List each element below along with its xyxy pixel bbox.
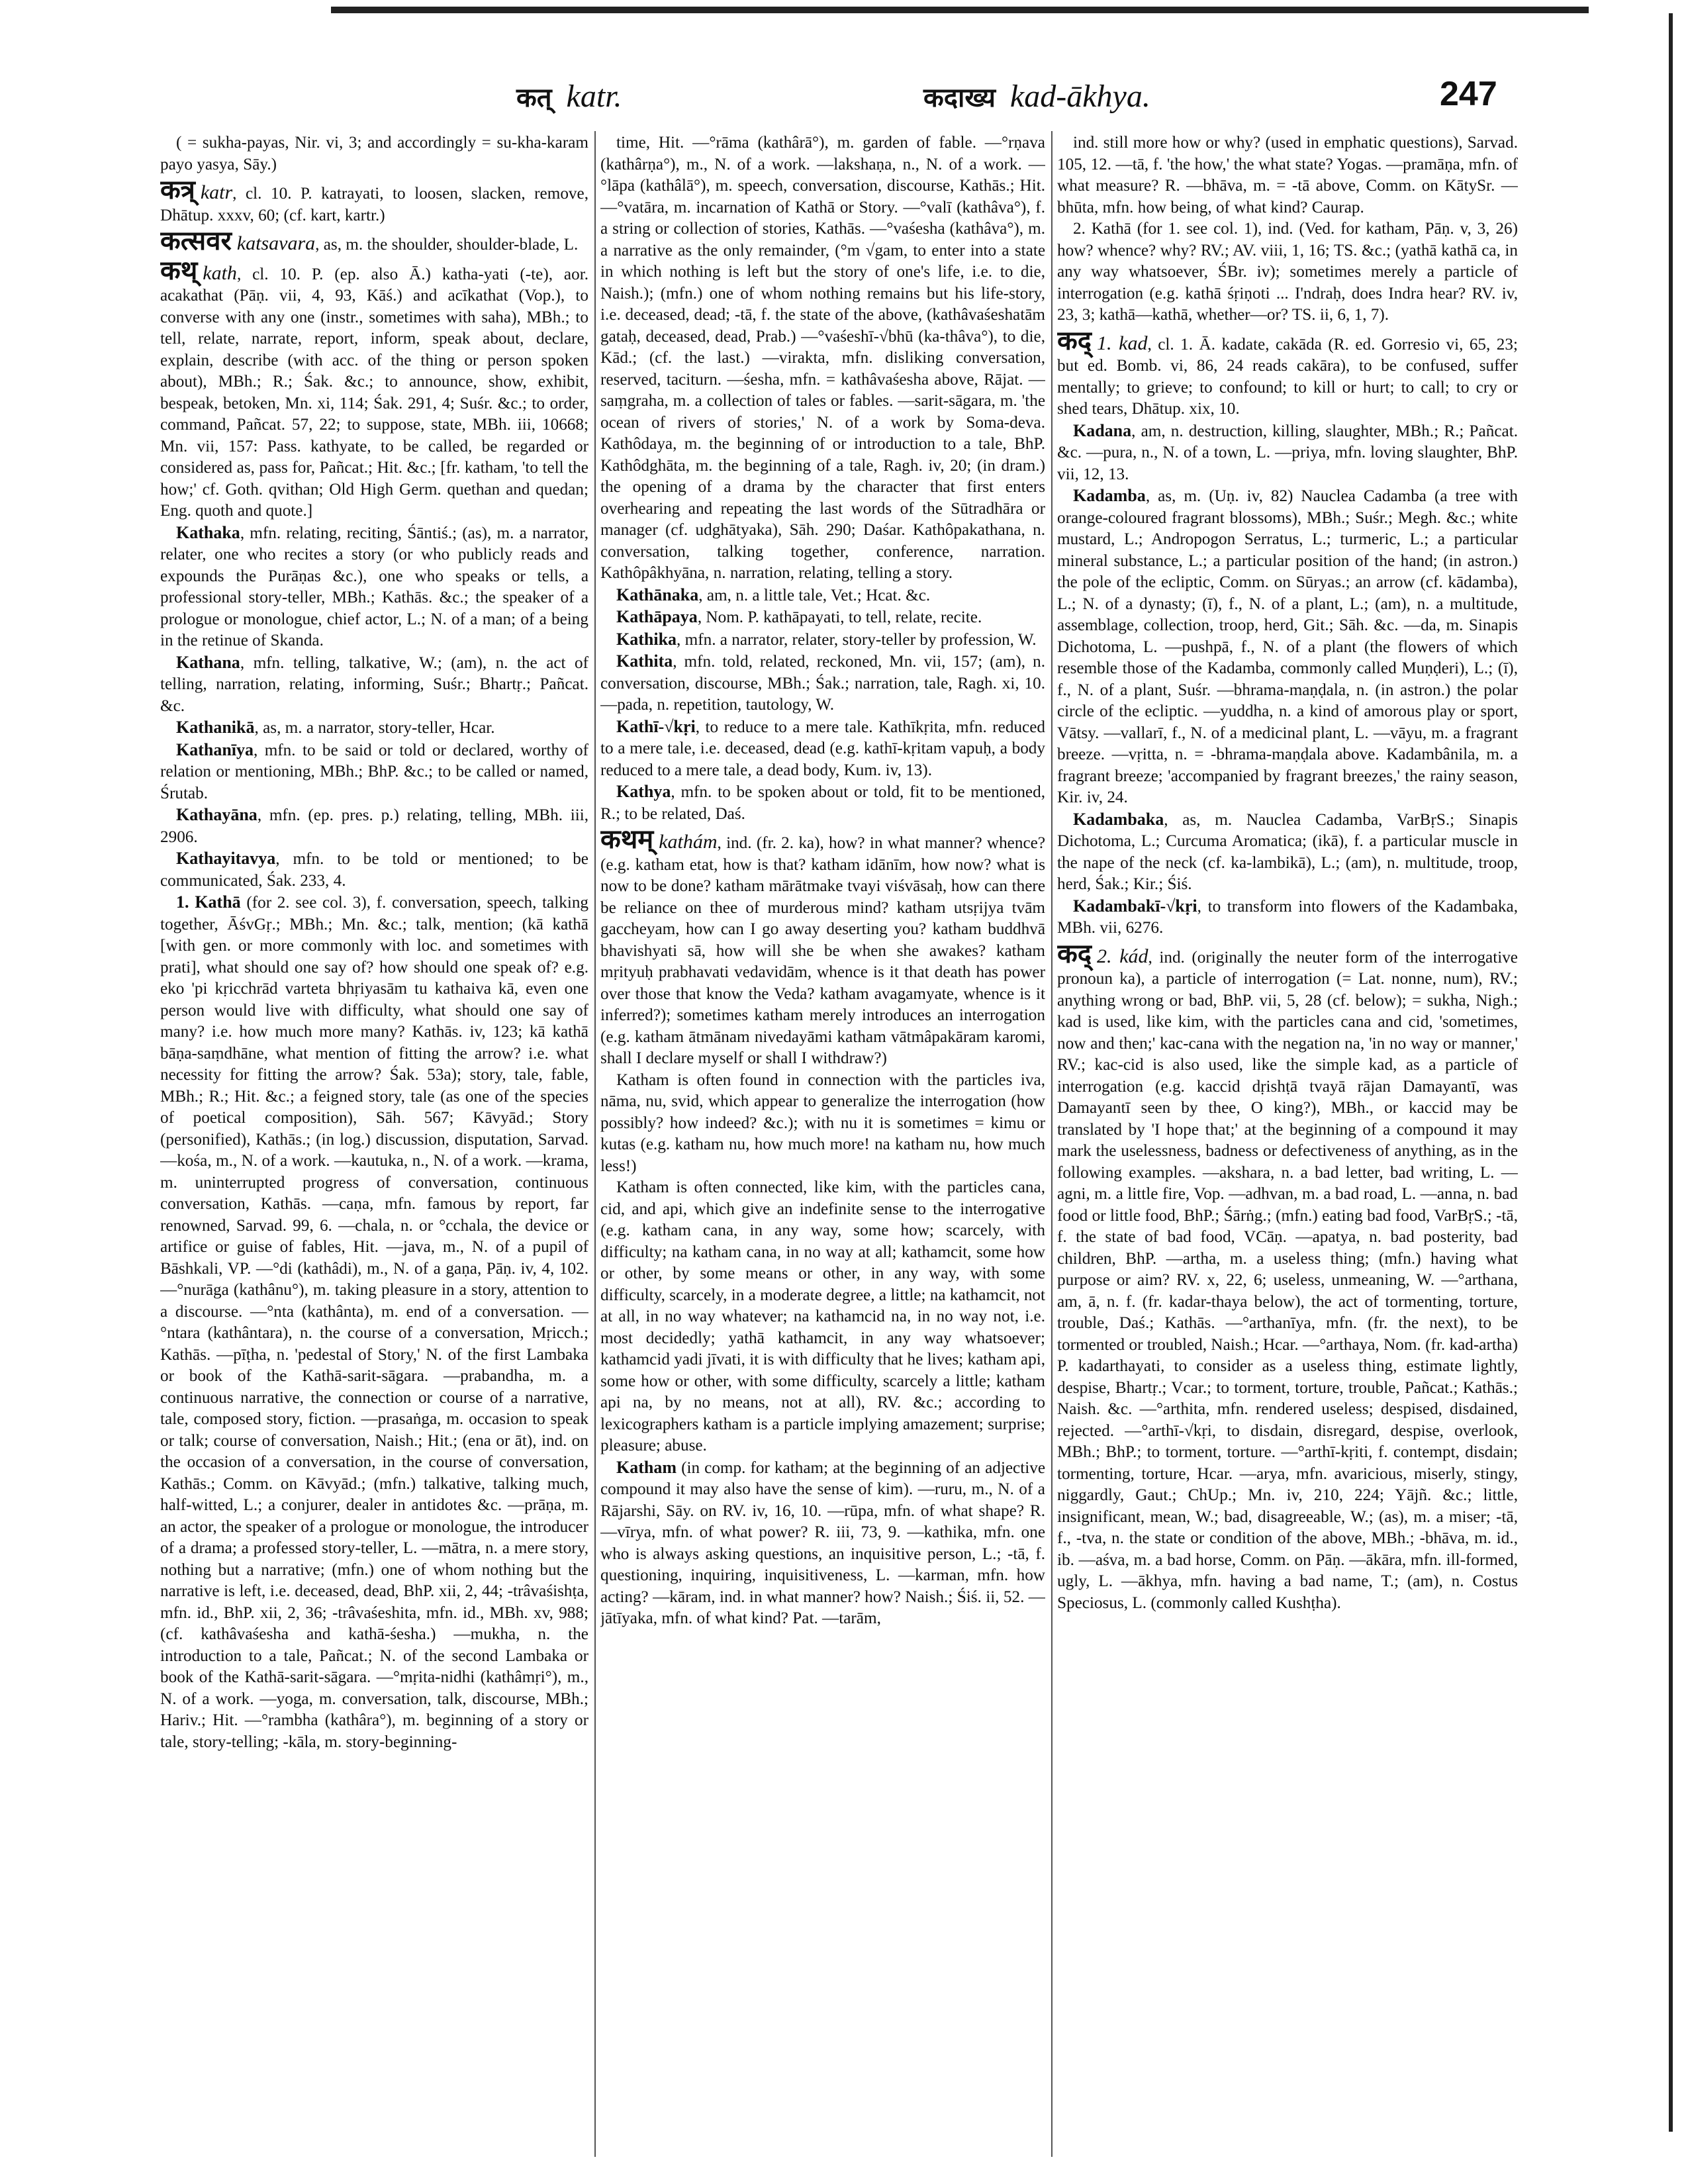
sub-entry (160, 717, 588, 739)
main-entry (160, 175, 588, 226)
entry-text: , am, n. a little tale, Vet.; Hcat. &c. (698, 586, 931, 604)
devanagari-headword: कत्सवर (160, 226, 232, 256)
entry-text: , to transform into flowers of the Kadambaka, MBh. vii, 6276. (1057, 897, 1518, 937)
entry-text: , mfn. (ep. pres. p.) relating, telling, MBh. iii, 2906. (160, 806, 588, 846)
entry-text: , am, n. destruction, killing, slaughter, MBh.; R.; Pañcat. &c. —pura, n., N. of a town, L. —priya, mfn. loving slaughter, BhP. vii, 12, 13. (1057, 422, 1518, 483)
entry-continuation (160, 132, 588, 175)
entry-text: Katham is often connected, like kim, with the particles cana, cid, and api, which give an indefinite sense to the interrogative (e.g. katham cana, in any way, some how; scarcely, with difficulty; na katham cana, in no way at all; kathamcit, some how or other, by some means or other, in any way, with some difficulty, scarcely, in a moderate degree, a little; na kathamcit, not at all, in no way whatever; na kathamcid na, in no way not, i.e. most decidedly; yathā kathamcit, in any way whatsoever; kathamcid yadi jīvati, it is with difficulty that he lives; katham api, some how or other, with some difficulty, scarcely a little; katham api na, by no means, not at all), RV. &c.; according to lexicographers katham is a particle implying amazement; surprise; pleasure; abuse. (600, 1178, 1045, 1454)
headword: Kathika (616, 629, 677, 649)
entry-text: , mfn. relating, reciting, Śāntiś.; (as), m. a narrator, relater, one who recites a story (or who publicly reads and expounds the Purāṇas &c.), one who speaks or tells, a professional story-teller, MBh.; Kathās. &c.; the speaker of a prologue or monologue, chief actor, L.; N. of a man; of a being in the retinue of Skanda. (160, 524, 588, 649)
entry-text: , as, m. the shoulder, shoulder-blade, L. (315, 236, 579, 254)
headword: Kathanikā (176, 718, 255, 737)
sub-entry (600, 629, 1045, 651)
entry-text: , as, m. (Uṇ. iv, 82) Nauclea Cadamba (a tree with orange-coloured fragrant blossoms), MBh.; Suśr.; Megh. &c.; white mustard, L.; Andropogon Serratus, L.; turmeric, L.; a particular mineral substance, L.; a particular position of the hand; (in astron.) the pole of the ecliptic, Comm. on Sūryas.; an arrow (cf. kādamba), L.; N. of a dynasty; (ī), f., N. of a plant, L.; (am), n. a multitude, assemblage, collection, troop, herd, Git.; Sāh. &c. —da, m. Sinapis Dichotoma, L. —pushpā, f., N. of a plant (the flowers of which resemble those of the Kadamba, commonly called Muṇḍeri), L.; (ī), f., N. of a plant, Suśr. —bhrama-maṇḍala, n. (in astron.) the polar circle of the ecliptic. —yuddha, n. a kind of amorous play or sport, Vātsy. —vallarī, f., N. of a medicinal plant, L. —vāyu, m. a fragrant breeze. —vṛitta, n. = -bhrama-maṇḍala above. Kadambânila, m. a fragrant breeze; 'accompanied by fragrant breezes,' the rainy season, Kir. iv, 24. (1057, 487, 1518, 806)
devanagari-headword: कत्र् (160, 175, 195, 205)
sub-entry (160, 739, 588, 805)
headword: Kathayitavya (176, 849, 276, 868)
headword: 2. kád (1096, 945, 1148, 967)
entry-text: , mfn. to be said or told or declared, worthy of relation or mentioning, MBh.; BhP. &c.; to be called or named, Śrutab. (160, 741, 588, 802)
sub-entry (160, 522, 588, 652)
entry-text: ind. still more how or why? (used in emphatic questions), Sarvad. 105, 12. —tā, f. 'the how,' the what state? Yogas. —pramāṇa, mfn. of what measure? R. —bhāva, m. = -tā above, Comm. on KātySr. —bhūta, mfn. how being, of what kind? Caurap. (1057, 134, 1518, 216)
headword: Kathana (176, 652, 240, 672)
headword: Kadana (1073, 420, 1132, 440)
main-entry (160, 226, 588, 256)
sub-entry (600, 606, 1045, 629)
entry-text: , mfn. telling, talkative, W.; (am), n. the act of telling, narration, relating, informing, Suśr.; Bhartṛ.; Pañcat. &c. (160, 653, 588, 715)
headword: 1. kad (1096, 332, 1148, 354)
devanagari-headword: कथ् (160, 255, 198, 285)
headword: katr (200, 181, 233, 203)
entry-text: (for 2. see col. 3), f. conversation, speech, talking together, ĀśvGṛ.; MBh.; Mn. &c.; talk, mention; (kā kathā [with gen. or more commonly with loc. and sometimes with prati], what should one say of? how should one speak of? e.g. eko 'pi kṛicchrād varteta bhṛiyasām tu kathaiva kā, even one person would live with difficulty, what should one say of many? i.e. how much more many? Kathās. iv, 123; kā kathā bāṇa-saṃdhāne, what mention of fitting the arrow? i.e. what necessity for fitting the arrow? Śak. 53a); story, tale, fable, MBh.; R.; Hit. &c.; a feigned story, tale (as one of the species of poetical composition), Sāh. 567; Kāvyād.; Story (personified), Kathās.; (in log.) discussion, disputation, Sarvad. —kośa, m., N. of a work. —kautuka, n., N. of a work. —krama, m. uninterrupted progress of conversation, continuous conversation, Kathās. —caṇa, mfn. famous by report, far renowned, Sarvad. 99, 6. —chala, n. or °cchala, the device or artifice or guise of fables, Hit. —java, m., N. of a pupil of Bāshkali, VP. —°di (kathâdi), m., N. of a gaṇa, Pāṇ. iv, 4, 102. —°nurāga (kathânu°), m. taking pleasure in a story, attention to a discourse. —°nta (kathânta), m. end of a conversation. —°ntara (kathântara), n. the course of a conversation, Mṛicch.; Kathās. —pīṭha, n. 'pedestal of Story,' N. of the first Lambaka or book of the Kathā-sarit-sāgara. —prabandha, m. a continuous narrative, the connection or course of a narrative, tale, composed story, fiction. —prasaṅga, m. occasion to speak or talk; course of conversation, Naish.; Hit.; (ena or āt), ind. on the occasion of a conversation, in the course of conversation, Kathās.; Comm. on Kāvyād.; (mfn.) talkative, talking much, half-witted, L.; a conjurer, dealer in antidotes &c. —prāṇa, m. an actor, the speaker of a prologue or monologue, the introducer of a drama; a professed story-teller, L. —mātra, n. a mere story, nothing but a narrative; (mfn.) one of whom nothing but the narrative is left, i.e. deceased, dead, BhP. xii, 2, 44; -trâvaśishṭa, mfn. id., BhP. xii, 2, 36; -trâvaśeshita, mfn. id., MBh. xv, 988; (cf. kathâvaśesha and kathā-śesha.) —mukha, n. the introduction to a tale, Pañcat.; N. of the second Lambaka or book of the Kathā-sarit-sāgara. —°mṛita-nidhi (kathâmṛi°), m., N. of a work. —yoga, m. conversation, talk, discourse, MBh.; Hariv.; Hit. —°rambha (kathâra°), m. beginning of a story or tale, story-telling; -kāla, m. story-beginning- (160, 894, 588, 1751)
devanagari-headword: कद् (1057, 938, 1092, 969)
sub-entry (600, 651, 1045, 716)
entry-text: , ind. (originally the neuter form of the interrogative pronoun ka), a particle of interrogation (= Lat. nonne, num), RV.; anything wrong or bad, BhP. vii, 5, 28 (cf. below); = sukha, Nigh.; kad is used, like kim, with the particles cana and cid, 'sometimes, now and then;' kac-cana with the negation na, 'in no way or manner,' RV.; kac-cid is also used, like the simple kad, as a particle of interrogation (e.g. kaccid dṛishṭā tvayā rājan Damayantī, was Damayantī seen by thee, O king?), MBh., or kaccid may be translated by 'I hope that;' at the beginning of a compound it may mark the uselessness, badness or defectiveness of anything, as in the following examples. —akshara, n. a bad letter, bad writing, L. —agni, m. a little fire, Vop. —adhvan, m. a bad road, L. —anna, n. bad food or little food, BhP.; Śārṅg.; (mfn.) eating bad food, VarBṛS.; -tā, f. the state of bad food, VCāṇ. —apatya, n. bad posterity, bad children, BhP. —artha, m. a useless thing; (mfn.) having what purpose or aim? RV. x, 22, 6; useless, unmeaning, W. —°arthana, am, ā, n. f. (fr. kadar-thaya below), the act of tormenting, torture, trouble, Daś.; Kathās. —°arthanīya, mfn. (fr. the next), to be tormented or troubled, Naish.; Hcar. —°arthaya, Nom. (fr. kad-artha) P. kadarthayati, to consider as a useless thing, estimate lightly, despise, Bhartṛ.; Vcar.; to torment, torture, trouble, Pañcat.; Kathās.; Naish. &c. —°arthita, mfn. rendered useless; despised, disdained, rejected. —°arthī-√kṛi, to disdain, disregard, despise, overlook, MBh.; BhP.; to torment, torture. —°arthī-kṛiti, f. contempt, disdain; tormenting, torture, Hcar. —arya, mfn. avaricious, miserly, stingy, niggardly, Gaut.; ChUp.; Mn. iv, 210, 224; Yājñ. &c.; little, insignificant, mean, W.; bad, disagreeable, W.; (as), m. a miser; -tā, f., -tva, n. the state or condition of the above, MBh.; -bhāva, m. id., ib. —aśva, m. a bad horse, Comm. on Pāṇ. —ākāra, mfn. ill-formed, ugly, L. —ākhya, mfn. having a bad name, T.; (am), n. Costus Speciosus, L. (commonly called Kushṭha). (1057, 948, 1518, 1612)
main-entry (600, 824, 1045, 1070)
entry-continuation (600, 1177, 1045, 1457)
sub-entry (600, 716, 1045, 782)
entry-text: , as, m. Nauclea Cadamba, VarBṛS.; Sinapis Dichotoma, L.; Curcuma Aromatica; (ikā), f. a particular muscle in the nape of the neck (cf. ka-lambikā), L.; (am), n. multitude, troop, herd, Śak.; Kir.; Śiś. (1057, 810, 1518, 893)
headword: kath (203, 261, 237, 284)
main-entry (160, 255, 588, 522)
sub-entry (160, 848, 588, 892)
headword: Kadamba (1073, 486, 1146, 505)
entry-text: 2. Kathā (for 1. see col. 1), ind. (Ved. for katham, Pāṇ. v, 3, 26) how? whence? why? RV.; AV. viii, 1, 16; TS. &c.; (yathā kathā ca, in any way whatsoever, ŚBr. iv); sometimes merely a particle of interrogation (e.g. kathā śṛiṇoti ... I'ndraḥ, does Indra hear? RV. iv, 23, 3; kathā—kathā, whether—or? TS. ii, 6, 1, 7). (1057, 220, 1518, 324)
headword: kathám (659, 831, 718, 853)
entry-text: Katham is often found in connection with the particles iva, nāma, nu, svid, which appear to generalize the interrogation (how possibly? how indeed? &c.); with nu it is sometimes = kimu or kutas (e.g. katham nu, how much more! na katham nu, how much less!) (600, 1070, 1045, 1175)
entry-text: (in comp. for katham; at the beginning of an adjective compound it may also have the sense of kim). —ruru, m., N. of a Rājarshi, Sāy. on RV. iv, 16, 10. —rūpa, mfn. of what shape? R. —vīrya, mfn. of what power? R. iii, 73, 9. —kathika, mfn. one who is always asking questions, an inquisitive person, L.; -tā, f. questioning, inquiring, inquisitiveness, L. —karman, mfn. how acting? —kāram, ind. in what manner? how? Naish.; Śiś. ii, 52. —jātīyaka, mfn. of what kind? Pat. —tarām, (600, 1458, 1045, 1627)
entry-text: , Nom. P. kathāpayati, to tell, relate, recite. (697, 608, 982, 626)
header-left-transliteration: katr. (566, 79, 622, 114)
sub-entry (600, 781, 1045, 825)
entry-continuation (1057, 132, 1518, 218)
entry-text: , mfn. told, related, reckoned, Mn. vii, 157; (am), n. conversation, discourse, MBh.; Śak.; narration, tale, Ragh. xi, 10. —pada, n. repetition, tautology, W. (600, 653, 1045, 714)
entry-continuation (600, 1070, 1045, 1178)
headword: Kathanīya (176, 739, 254, 759)
devanagari-headword: कद् (1057, 325, 1092, 356)
headword: Kathya (616, 782, 671, 801)
sub-entry (1057, 420, 1518, 486)
headword: Kathaka (176, 522, 240, 542)
entry-text: , mfn. to be spoken about or told, fit to be mentioned, R.; to be related, Daś. (600, 783, 1045, 823)
header-left-guide-word (516, 78, 622, 115)
sub-entry (160, 804, 588, 848)
headword: 1. Kathā (176, 892, 241, 912)
entry-text: , ind. (fr. 2. ka), how? in what manner? whence? (e.g. katham etat, how is that? katham idānīm, how now? what is now to be done? katham mārātmake tvayi viśvāsaḥ, how can there be reliance on thee of murderous mind? katham utsṛijya tvām gaccheyam, how can I go away deserting you? katham buddhvā bhavishyati sā, how will she be when she awakes? katham mṛityuḥ prabhavati vedavidām, whence is it that death has power over those that know the Veda? katham avagamyate, whence is it inferred?); sometimes katham merely introduces an interrogation (e.g. katham ātmānam nivedayāmi katham vātmâpakāram karomi, shall I declare myself or shall I withdraw?) (600, 834, 1045, 1067)
entry-text: time, Hit. —°rāma (kathârā°), m. garden of fable. —°rṇava (kathârṇa°), m., N. of a work. —lakshaṇa, n., N. of a work. —°lāpa (kathâlā°), m. speech, conversation, discourse, Kathās.; Hit. —°vatāra, m. incarnation of Kathā or Story. —°valī (kathâva°), f. a string or collection of stories, Kathās. —°vaśesha (kathâva°), m. a narrative as the only remainder, (°m √gam, to enter into a state in which nothing is left but the story of one's life, i.e. to die, Naish.); (mfn.) one of whom nothing remains but his life-story, i.e. deceased, dead; -tā, f. the state of the above, (kathâvaśeshatām gataḥ, deceased, dead, Prab.) —°vaśeshī-√bhū (ka-thâva°), to die, Kād.; (cf. the last.) —virakta, mfn. disliking conversation, reserved, taciturn. —śesha, mfn. = kathâvaśesha above, Rājat. —saṃgraha, m. a collection of tales or fables. —sarit-sāgara, m. 'the ocean of rivers of stories,' N. of a work by Soma-deva. Kathôdaya, m. the beginning of or introduction to a tale, BhP. Kathôdghāta, m. the beginning of a tale, Ragh. iv, 20; (in dram.) the opening of a drama by the character that first enters overhearing and repeating the last words of the Sūtradhāra or manager (cf. udghātyaka), Sāh. 290; Daśar. Kathôpakathana, n. conversation, talking together, conference, narration. Kathôpâkhyāna, n. narration, relating, telling a story. (600, 134, 1045, 582)
headword: Kathita (616, 651, 673, 671)
headword: katsavara (236, 232, 316, 254)
entry-text: , cl. 10. P. katrayati, to loosen, slacken, remove, Dhātup. xxxv, 60; (cf. kart, kartr.) (160, 185, 588, 224)
sub-entry (1057, 896, 1518, 939)
entry-text: , to reduce to a mere tale. Kathīkṛita, mfn. reduced to a mere tale, i.e. deceased, dead (e.g. kathī-kṛitam vapuḥ, a body reduced to a mere tale, a dead body, Kum. iv, 13). (600, 718, 1045, 779)
dictionary-column-1 (160, 132, 588, 2158)
headword: Katham (616, 1457, 677, 1477)
sub-entry (1057, 809, 1518, 896)
column-divider-2 (1051, 131, 1053, 2157)
entry-continuation (600, 132, 1045, 585)
headword: Kathī-√kṛi (616, 716, 696, 736)
headword: Kathayāna (176, 805, 258, 824)
headword: Kadambaka (1073, 809, 1164, 829)
dictionary-column-2 (600, 132, 1045, 2158)
devanagari-headword: कथम् (600, 824, 654, 854)
entry-text: , as, m. a narrator, story-teller, Hcar. (254, 719, 495, 737)
headword: Kathāpaya (616, 607, 698, 626)
page-number: 247 (1440, 75, 1497, 113)
sub-entry (160, 892, 588, 1753)
entry-text: , cl. 10. P. (ep. also Ā.) katha-yati (-te), aor. acakathat (Pāṇ. vii, 4, 93, Kāś.) and acīkathat (Vop.), to converse with any one (instr., sometimes with saha), MBh.; to tell, relate, narrate, report, inform, speak about, declare, explain, describe (with acc. of the thing or person spoken about), MBh.; R.; Śak. &c.; to announce, show, exhibit, bespeak, betoken, Mn. xi, 114; Śak. 291, 4; Suśr. &c.; to order, command, Pañcat. 57, 22; to suppose, state, MBh. iii, 10668; Mn. vii, 157: Pass. kathyate, to be called, be regarded or considered as, pass for, Pañcat.; Hit. &c.; [fr. katham, 'to tell the how;' cf. Goth. qvithan; Old High Germ. quethan and quedan; Eng. quoth and quote.] (160, 265, 588, 520)
column-divider-1 (594, 131, 596, 2157)
sub-entry (600, 585, 1045, 607)
main-entry (1057, 938, 1518, 1615)
entry-text: ( = sukha-payas, Nir. vi, 3; and accordingly = su-kha-karam payo yasya, Sāy.) (160, 134, 588, 173)
sub-entry (600, 1457, 1045, 1630)
entry-continuation (1057, 218, 1518, 326)
entry-text: , mfn. to be told or mentioned; to be communicated, Śak. 233, 4. (160, 850, 588, 890)
header-left-devanagari: कत् (516, 83, 552, 113)
top-border (331, 7, 1589, 13)
page-header (0, 75, 1686, 131)
page-edge (1669, 13, 1673, 2132)
header-center-guide-word (923, 78, 1150, 115)
sub-entry (1057, 485, 1518, 809)
sub-entry (160, 652, 588, 718)
main-entry (1057, 325, 1518, 420)
headword: Kadambakī-√kṛi (1073, 896, 1197, 916)
dictionary-column-3 (1057, 132, 1518, 2158)
headword: Kathānaka (616, 585, 699, 604)
entry-text: , mfn. a narrator, relater, story-teller by profession, W. (677, 630, 1037, 649)
header-center-transliteration: kad-ākhya. (1009, 79, 1150, 114)
header-center-devanagari: कदाख्य (923, 83, 996, 113)
entry-text: , cl. 1. Ā. kadate, cakāda (R. ed. Gorresio vi, 65, 23; but ed. Bomb. vi, 86, 24 reads cakāra), to be confused, suffer mentally; to grieve; to confound; to kill or hurt; to call; to cry or shed tears, Dhātup. xix, 10. (1057, 335, 1518, 418)
